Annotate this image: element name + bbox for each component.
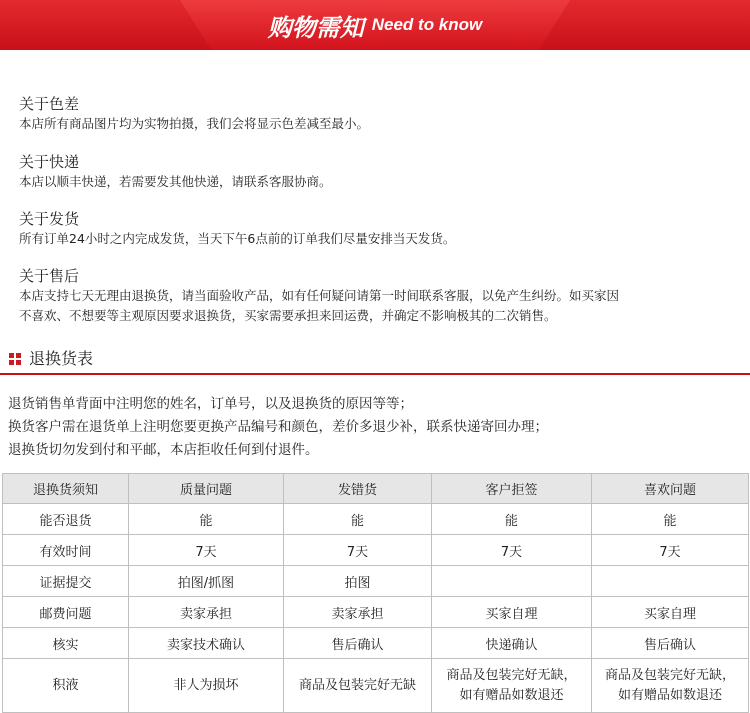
notice-body: 本店以顺丰快递，若需要发其他快递，请联系客服协商。 [19, 174, 332, 189]
banner-title [0, 0, 750, 50]
table-row [3, 597, 749, 628]
table-cell: 有效时间 [3, 535, 129, 566]
table-cell: 拍图/抓图 [129, 566, 284, 597]
table-cell: 拍图 [284, 566, 432, 597]
table-cell: 7天 [432, 535, 592, 566]
table-header-row [3, 474, 749, 504]
section-title: 退换货表 [29, 349, 94, 368]
table-cell: 能 [432, 504, 592, 535]
notice-body: 所有订单24小时之内完成发货，当天下午6点前的订单我们尽量安排当天发货。 [19, 231, 456, 246]
table-cell: 7天 [592, 535, 749, 566]
column-header: 质量问题 [129, 474, 284, 504]
table-cell [592, 566, 749, 597]
grid-icon [9, 353, 21, 365]
table-cell: 能 [129, 504, 284, 535]
table-cell: 卖家技术确认 [129, 628, 284, 659]
table-cell: 卖家承担 [284, 597, 432, 628]
table-cell: 7天 [129, 535, 284, 566]
table-cell: 邮费问题 [3, 597, 129, 628]
table-cell: 非人为损坏 [129, 659, 284, 713]
table-cell: 证据提交 [3, 566, 129, 597]
table-cell: 买家自理 [432, 597, 592, 628]
table-row [3, 566, 749, 597]
notice-courier [19, 152, 744, 192]
notice-body: 本店所有商品图片均为实物拍摄，我们会将显示色差减至最小。 [19, 116, 370, 131]
notice-title: 关于发货 [19, 210, 80, 228]
table-cell: 快递确认 [432, 628, 592, 659]
section-divider [0, 373, 750, 375]
table-cell: 买家自理 [592, 597, 749, 628]
table-cell: 售后确认 [592, 628, 749, 659]
return-policy-table [2, 473, 749, 713]
table-row [3, 659, 749, 713]
table-cell: 卖家承担 [129, 597, 284, 628]
notice-title: 关于售后 [19, 267, 80, 285]
notice-shipping [19, 209, 744, 249]
table-cell: 核实 [3, 628, 129, 659]
notice-title: 关于快递 [19, 153, 80, 171]
notice-body: 本店支持七天无理由退换货，请当面验收产品，如有任何疑问请第一时间联系客服，以免产生纠纷。如买家因 [19, 288, 620, 303]
table-cell: 能 [284, 504, 432, 535]
return-instructions [8, 393, 748, 462]
table-cell: 商品及包装完好无缺， 如有赠品如数退还 [592, 659, 749, 713]
table-cell: 商品及包装完好无缺 [284, 659, 432, 713]
table-cell: 7天 [284, 535, 432, 566]
notice-after-sales [19, 266, 744, 326]
table-cell: 能 [592, 504, 749, 535]
header-banner [0, 0, 750, 50]
notice-color-difference [19, 94, 744, 134]
banner-title-cn: 购物需知 [267, 13, 364, 42]
table-cell: 积液 [3, 659, 129, 713]
table-cell [432, 566, 592, 597]
notice-title: 关于色差 [19, 95, 80, 113]
column-header: 喜欢问题 [592, 474, 749, 504]
table-row [3, 504, 749, 535]
instruction-line: 退换货切勿发到付和平邮，本店拒收任何到付退件。 [8, 442, 319, 458]
table-row [3, 628, 749, 659]
instruction-line: 退货销售单背面中注明您的姓名，订单号，以及退换货的原因等等； [8, 396, 413, 412]
table-cell: 售后确认 [284, 628, 432, 659]
table-row [3, 535, 749, 566]
column-header: 退换货须知 [3, 474, 129, 504]
instruction-line: 换货客户需在退货单上注明您要更换产品编号和颜色，差价多退少补，联系快递寄回办理； [8, 419, 548, 435]
banner-title-en: Need to know [371, 15, 483, 34]
table-cell: 商品及包装完好无缺， 如有赠品如数退还 [432, 659, 592, 713]
section-header [0, 343, 750, 375]
table-cell: 能否退货 [3, 504, 129, 535]
notice-body: 不喜欢、不想要等主观原因要求退换货，买家需要承担来回运费，并确定不影响极其的二次销售。 [19, 308, 557, 323]
column-header: 发错货 [284, 474, 432, 504]
column-header: 客户拒签 [432, 474, 592, 504]
